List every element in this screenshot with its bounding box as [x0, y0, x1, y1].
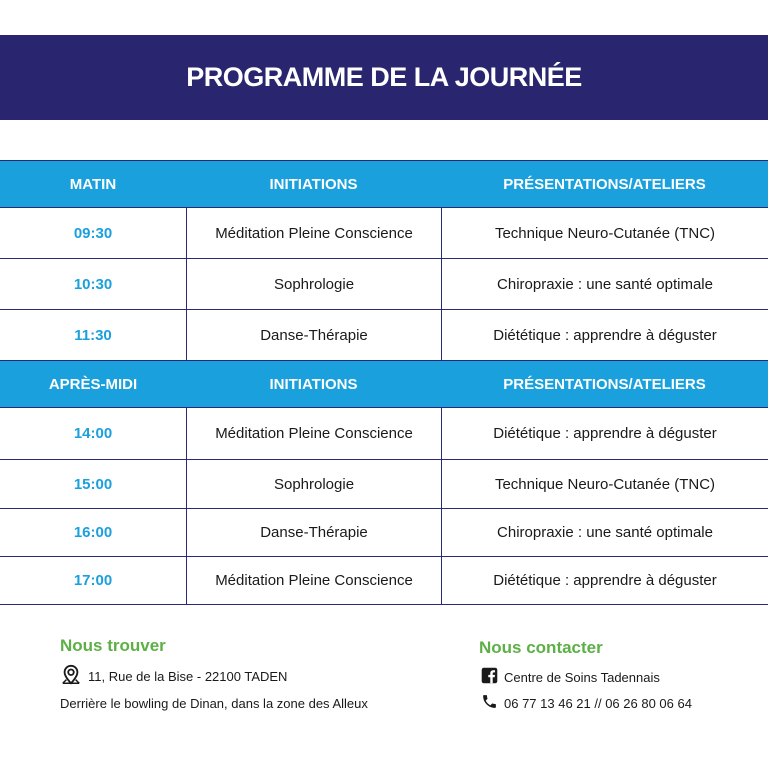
phone-text: 06 77 13 46 21 // 06 26 80 06 64	[504, 695, 692, 711]
presentation-cell: Chiropraxie : une santé optimale	[441, 259, 768, 309]
find-us-title: Nous trouver	[60, 636, 166, 655]
time-cell: 14:00	[73, 425, 113, 442]
presentation-cell: Technique Neuro-Cutanée (TNC)	[441, 460, 768, 508]
header-period: APRÈS-MIDI	[48, 375, 138, 393]
table-row	[0, 408, 768, 460]
header-presentations: PRÉSENTATIONS/ATELIERS	[503, 375, 706, 393]
table-row	[0, 208, 768, 259]
time-cell: 09:30	[73, 224, 113, 242]
morning-header-row	[0, 161, 768, 208]
facebook-icon	[481, 667, 504, 687]
phone-line	[481, 693, 692, 713]
presentation-cell: Technique Neuro-Cutanée (TNC)	[441, 208, 768, 258]
header-initiations: INITIATIONS	[269, 175, 358, 193]
afternoon-header-row	[0, 361, 768, 408]
facebook-line	[481, 667, 660, 687]
time-cell: 17:00	[73, 572, 113, 589]
table-row	[0, 557, 768, 605]
schedule-table	[0, 160, 768, 605]
table-row	[0, 310, 768, 361]
presentation-cell: Chiropraxie : une santé optimale	[441, 509, 768, 556]
initiation-cell: Méditation Pleine Conscience	[186, 208, 441, 258]
time-cell: 11:30	[74, 326, 112, 344]
contact-title: Nous contacter	[479, 638, 603, 657]
initiation-cell: Méditation Pleine Conscience	[186, 557, 441, 604]
time-cell: 10:30	[73, 275, 113, 293]
presentation-cell: Diététique : apprendre à déguster	[441, 557, 768, 604]
table-row	[0, 460, 768, 509]
directions-text: Derrière le bowling de Dinan, dans la zone des Alleux	[60, 695, 368, 711]
address-line	[60, 665, 287, 687]
initiation-cell: Danse-Thérapie	[186, 310, 441, 360]
presentation-cell: Diététique : apprendre à déguster	[441, 310, 768, 360]
time-cell: 16:00	[73, 524, 113, 541]
initiation-cell: Méditation Pleine Conscience	[186, 408, 441, 459]
presentation-cell: Diététique : apprendre à déguster	[441, 408, 768, 459]
header-period: MATIN	[69, 175, 117, 193]
page-title: PROGRAMME DE LA JOURNÉE	[186, 62, 582, 92]
address-text: 11, Rue de la Bise - 22100 TADEN	[88, 668, 288, 684]
time-cell: 15:00	[73, 475, 113, 493]
initiation-cell: Sophrologie	[186, 460, 441, 508]
location-pin-icon	[60, 664, 88, 689]
initiation-cell: Sophrologie	[186, 259, 441, 309]
title-banner	[0, 35, 768, 120]
facebook-text: Centre de Soins Tadennais	[504, 669, 660, 685]
initiation-cell: Danse-Thérapie	[186, 509, 441, 556]
phone-icon	[481, 693, 504, 713]
header-initiations: INITIATIONS	[269, 375, 358, 393]
header-presentations: PRÉSENTATIONS/ATELIERS	[503, 175, 706, 193]
table-row	[0, 509, 768, 557]
table-row	[0, 259, 768, 310]
